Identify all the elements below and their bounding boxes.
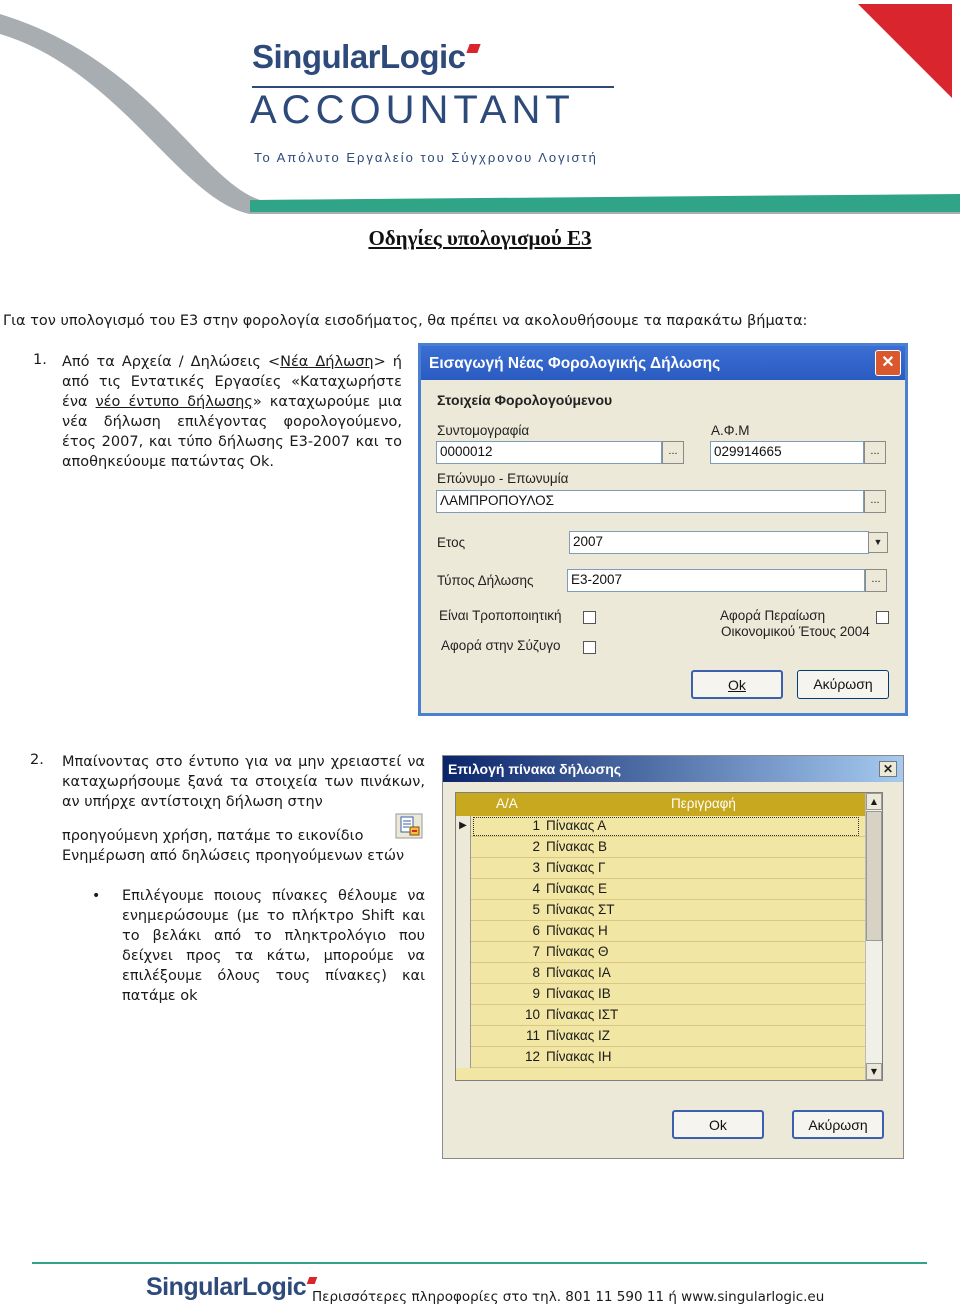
- taxpayer-section-title: Στοιχεία Φορολογούμενου: [437, 392, 613, 408]
- table-row[interactable]: [456, 816, 866, 837]
- grid-header: [456, 793, 866, 816]
- afm-label: Α.Φ.Μ: [711, 423, 750, 438]
- dialog1-titlebar: [421, 346, 905, 380]
- row-description: Πίνακας ΙΣΤ: [546, 1007, 619, 1022]
- intro-text: Για τον υπολογισμό του Ε3 στην φορολογία εισοδήματος, θα πρέπει να ακολουθήσουμε τα παρακάτω βήματα:: [3, 313, 808, 329]
- new-form-link[interactable]: νέο έντυπο δήλωσης: [95, 394, 253, 410]
- name-label: Επώνυμο - Επωνυμία: [437, 471, 569, 486]
- tables-grid: [455, 792, 883, 1081]
- table-row[interactable]: [456, 921, 866, 942]
- grid-body: [456, 816, 866, 1080]
- table-row[interactable]: [456, 858, 866, 879]
- row-aa: 9: [532, 986, 540, 1001]
- product-name: ACCOUNTANT: [250, 88, 575, 132]
- row-description: Πίνακας ΙΗ: [546, 1049, 612, 1064]
- table-row[interactable]: [456, 984, 866, 1005]
- spouse-label: Αφορά στην Σύζυγο: [441, 638, 561, 653]
- update-from-previous-icon[interactable]: [395, 813, 423, 839]
- row-indicator[interactable]: [456, 858, 471, 879]
- vertical-scrollbar[interactable]: [865, 793, 882, 1080]
- settlement-checkbox[interactable]: [876, 611, 889, 624]
- spouse-checkbox[interactable]: [583, 641, 596, 654]
- scroll-thumb[interactable]: [866, 811, 882, 941]
- brand-logo: SingularLogic: [252, 38, 479, 76]
- row-aa: 1: [532, 818, 540, 833]
- dialog1-title: Εισαγωγή Νέας Φορολογικής Δήλωσης: [429, 355, 721, 372]
- ok-button[interactable]: Ok: [672, 1110, 764, 1139]
- row-indicator[interactable]: [456, 1047, 471, 1068]
- row-description: Πίνακας Γ: [546, 860, 606, 875]
- step2-number: 2.: [30, 752, 44, 768]
- table-row[interactable]: [456, 900, 866, 921]
- name-input[interactable]: ΛΑΜΠΡΟΠΟΥΛΟΣ: [436, 490, 864, 513]
- amended-checkbox[interactable]: [583, 611, 596, 624]
- dialog1-body: [421, 380, 905, 713]
- row-description: Πίνακας ΙΒ: [546, 986, 611, 1001]
- name-lookup-button[interactable]: ...: [864, 490, 886, 513]
- row-description: Πίνακας Β: [546, 839, 607, 854]
- row-aa: 12: [524, 1049, 540, 1064]
- year-label: Ετος: [437, 535, 466, 550]
- tagline: Το Απόλυτο Εργαλείο του Σύγχρονου Λογιστή: [254, 150, 598, 165]
- row-description: Πίνακας Α: [546, 818, 607, 833]
- step1-number: 1.: [33, 352, 47, 368]
- chevron-down-icon[interactable]: ▼: [868, 532, 888, 553]
- row-indicator[interactable]: [456, 963, 471, 984]
- footer-contact: Περισσότερες πληροφορίες στο τηλ. 801 11 590 11 ή www.singularlogic.eu: [312, 1289, 825, 1305]
- settlement-label-2: Οικονομικού Έτους 2004: [721, 624, 870, 639]
- table-row[interactable]: [456, 1005, 866, 1026]
- ok-button[interactable]: Ok: [691, 670, 783, 699]
- cancel-button[interactable]: Ακύρωση: [797, 670, 889, 699]
- row-indicator[interactable]: [456, 900, 471, 921]
- close-icon[interactable]: ✕: [879, 761, 897, 777]
- type-label: Τύπος Δήλωσης: [437, 573, 534, 588]
- bullet-marker: •: [92, 888, 101, 904]
- row-aa: 4: [532, 881, 540, 896]
- footer-brand-logo: SingularLogic: [146, 1273, 316, 1302]
- step2-text-icon-caption: Ενημέρωση από δηλώσεις προηγούμενων ετών: [62, 848, 405, 864]
- code-label: Συντομογραφία: [437, 423, 530, 438]
- row-indicator[interactable]: [456, 1005, 471, 1026]
- settlement-label-1: Αφορά Περαίωση: [720, 608, 826, 623]
- new-declaration-link[interactable]: Νέα Δήλωση: [280, 354, 374, 370]
- row-description: Πίνακας Η: [546, 923, 608, 938]
- bullet-text: Επιλέγουμε ποιους πίνακες θέλουμε να ενημερώσουμε (με το πλήκτρο Shift και το βελάκι από το πληκτρολόγιο που δείχνει προς τα κάτω, μπορούμε να επιλέξουμε όλους τους πίνακες) και πατάμε ok: [122, 888, 425, 1004]
- afm-lookup-button[interactable]: ...: [864, 441, 886, 464]
- row-indicator[interactable]: [456, 984, 471, 1005]
- row-indicator[interactable]: [456, 921, 471, 942]
- type-lookup-button[interactable]: ...: [865, 569, 887, 592]
- row-aa: 10: [524, 1007, 540, 1022]
- row-aa: 5: [532, 902, 540, 917]
- step2-text: Μπαίνοντας στο έντυπο για να μην χρειαστεί να καταχωρήσουμε ξανά τα στοιχεία των πινάκων, αν υπήρχε αντίστοιχη δήλωση στην: [62, 754, 425, 810]
- select-table-dialog: [442, 755, 904, 1159]
- row-aa: 6: [532, 923, 540, 938]
- afm-input[interactable]: 029914665: [710, 441, 864, 464]
- cancel-button[interactable]: Ακύρωση: [792, 1110, 884, 1139]
- table-row[interactable]: [456, 1047, 866, 1068]
- column-header-description[interactable]: Περιγραφή: [671, 796, 736, 811]
- scroll-up-icon[interactable]: ▲: [866, 793, 882, 810]
- table-row[interactable]: [456, 879, 866, 900]
- logo-mark-icon: [307, 1277, 318, 1284]
- column-header-aa[interactable]: Α/Α: [496, 796, 518, 811]
- table-row[interactable]: [456, 837, 866, 858]
- code-input[interactable]: 0000012: [436, 441, 662, 464]
- year-select[interactable]: 2007: [569, 531, 869, 554]
- new-declaration-dialog: [418, 343, 908, 716]
- table-row[interactable]: [456, 942, 866, 963]
- code-lookup-button[interactable]: ...: [662, 441, 684, 464]
- row-aa: 11: [525, 1028, 540, 1043]
- row-indicator[interactable]: [456, 837, 471, 858]
- row-indicator[interactable]: [456, 942, 471, 963]
- close-icon[interactable]: ✕: [875, 350, 901, 376]
- row-description: Πίνακας ΣΤ: [546, 902, 615, 917]
- amended-label: Είναι Τροποποιητική: [439, 608, 562, 623]
- row-aa: 8: [532, 965, 540, 980]
- scroll-down-icon[interactable]: ▼: [866, 1063, 882, 1080]
- table-row[interactable]: [456, 1026, 866, 1047]
- row-separator: [471, 1067, 866, 1068]
- type-input[interactable]: Ε3-2007: [567, 569, 865, 592]
- document-title: Οδηγίες υπολογισμού Ε3: [368, 226, 592, 250]
- row-description: Πίνακας Θ: [546, 944, 609, 959]
- table-row[interactable]: [456, 963, 866, 984]
- footer-rule: [32, 1262, 927, 1264]
- row-description: Πίνακας ΙΑ: [546, 965, 611, 980]
- row-indicator[interactable]: [456, 879, 471, 900]
- logo-mark-icon: [466, 44, 480, 53]
- row-description: Πίνακας ΙΖ: [546, 1028, 610, 1043]
- row-aa: 2: [532, 839, 540, 854]
- row-aa: 3: [532, 860, 540, 875]
- row-indicator[interactable]: [456, 1026, 471, 1047]
- row-aa: 7: [532, 944, 540, 959]
- dialog2-title: Επιλογή πίνακα δήλωσης: [448, 761, 622, 777]
- step1-text: Από τα Αρχεία / Δηλώσεις <Νέα Δήλωση> ή από τις Εντατικές Εργασίες «Καταχωρήστε ένα νέο έντυπο δήλωσης» καταχωρούμε μια νέα δήλωση επιλέγοντας φορολογούμενο, έτος 2007, και τύπο δήλωσης Ε3-2007 και το αποθηκεύουμε πατώντας Ok.: [62, 354, 402, 470]
- step2-text-icon-line: προηγούμενη χρήση, πατάμε το εικονίδιο: [62, 828, 364, 844]
- dialog2-titlebar: [443, 756, 903, 782]
- row-description: Πίνακας Ε: [546, 881, 607, 896]
- current-row-indicator-icon[interactable]: ▶: [456, 816, 471, 837]
